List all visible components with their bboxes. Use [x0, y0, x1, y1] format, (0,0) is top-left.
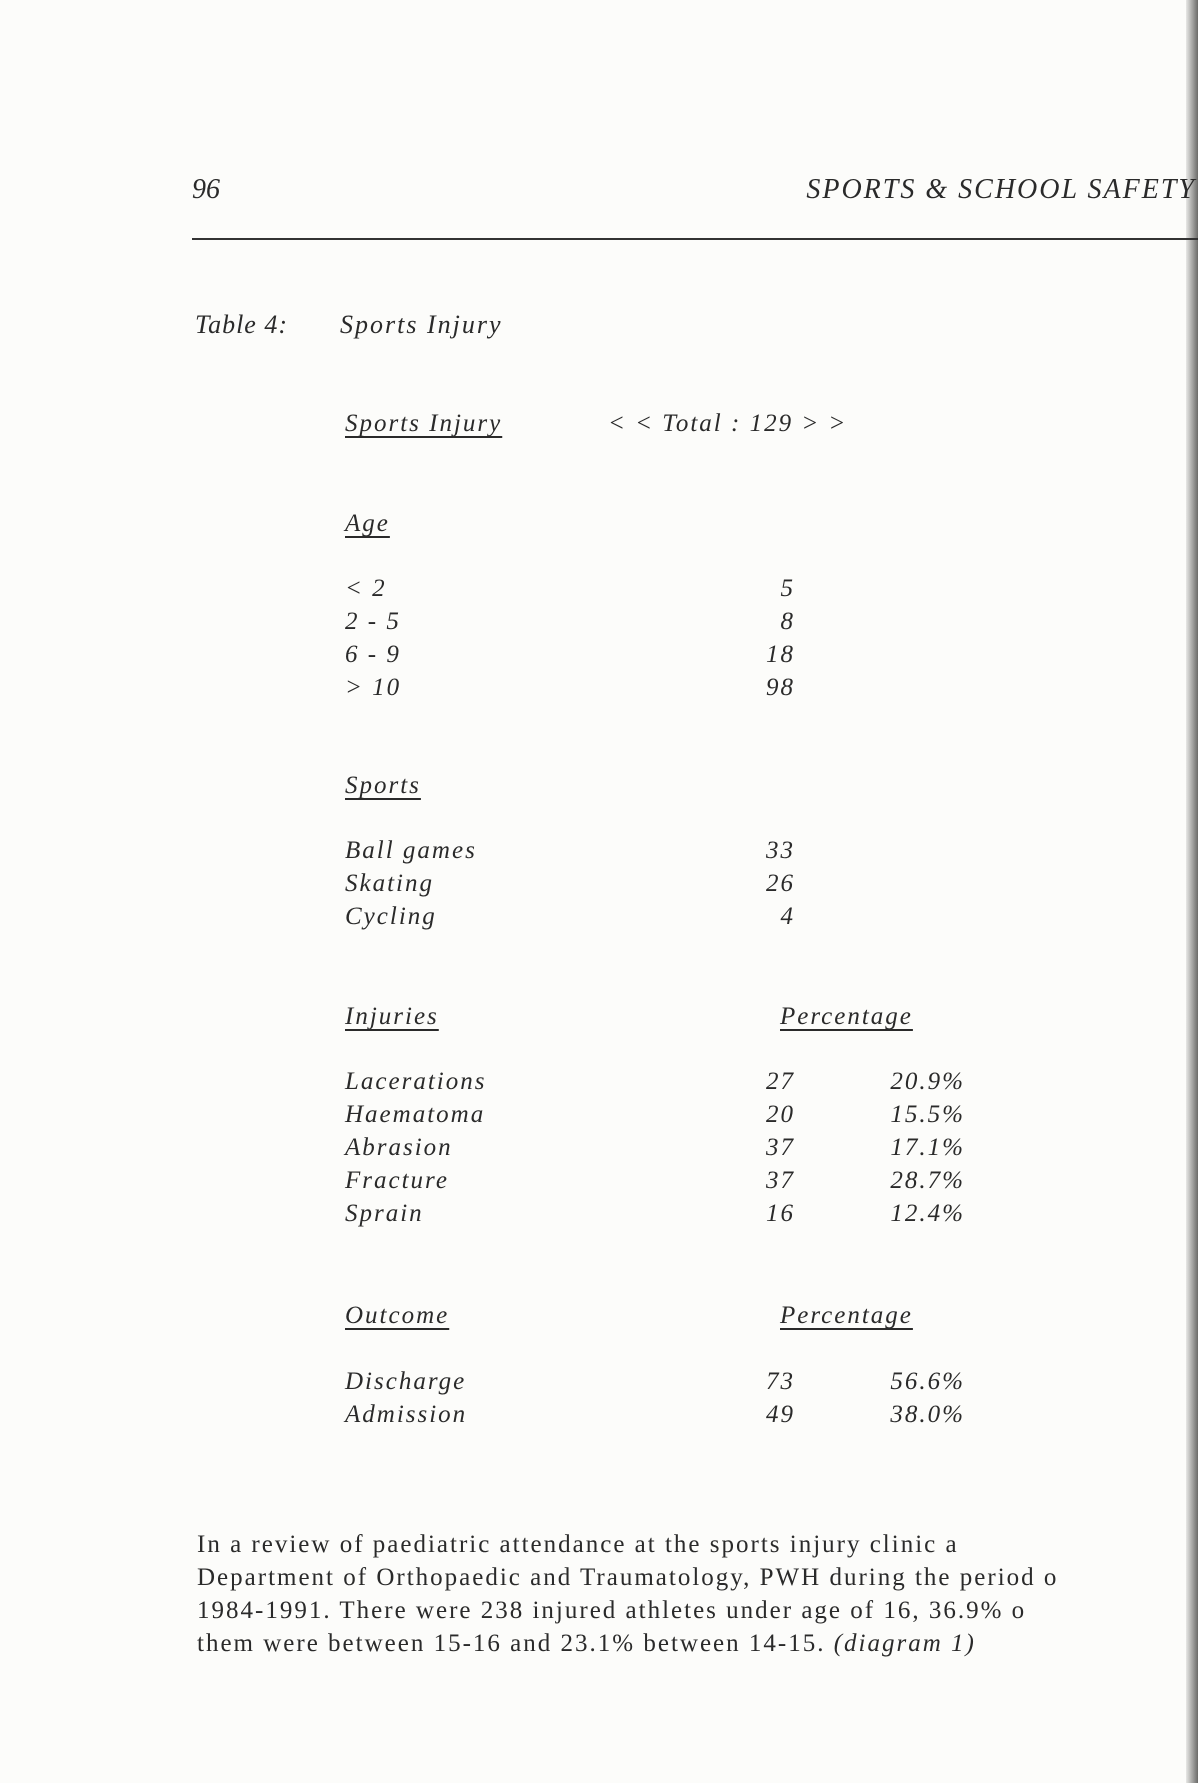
- table-row-count: 98: [766, 674, 795, 701]
- table-row-label: Discharge: [345, 1368, 467, 1395]
- table-row-count: 16: [766, 1200, 795, 1227]
- table-row-label: Ball games: [345, 837, 477, 864]
- table-row-count: 8: [780, 608, 795, 635]
- table-row-count: 73: [766, 1368, 795, 1395]
- paragraph-line: In a review of paediatric attendance at the sports injury clinic a: [197, 1531, 959, 1558]
- table-row-percentage: 38.0%: [890, 1401, 965, 1428]
- header-rule: [192, 238, 1198, 240]
- table-caption-label: Table 4:: [195, 310, 288, 339]
- table-row-percentage: 20.9%: [890, 1068, 965, 1095]
- sports-heading: Sports: [345, 772, 421, 799]
- paragraph-line: 1984-1991. There were 238 injured athletes under age of 16, 36.9% o: [197, 1597, 1027, 1624]
- outcome-heading: Outcome: [345, 1302, 450, 1329]
- table-row-label: 6 - 9: [345, 641, 401, 668]
- table-caption-title: Sports Injury: [340, 310, 503, 339]
- table-row-percentage: 12.4%: [890, 1200, 965, 1227]
- table-row-percentage: 15.5%: [890, 1101, 965, 1128]
- page-edge-shadow: [1186, 0, 1198, 1783]
- injuries-percentage-heading: Percentage: [780, 1003, 913, 1030]
- table-heading: Sports Injury: [345, 410, 503, 437]
- table-row-count: 49: [766, 1401, 795, 1428]
- table-row-count: 20: [766, 1101, 795, 1128]
- table-row-count: 37: [766, 1167, 795, 1194]
- injuries-heading: Injuries: [345, 1003, 439, 1030]
- table-row-label: < 2: [345, 575, 387, 602]
- table-row-label: > 10: [345, 674, 402, 701]
- table-row-label: 2 - 5: [345, 608, 401, 635]
- table-row-label: Haematoma: [345, 1101, 486, 1128]
- table-row-percentage: 17.1%: [890, 1134, 965, 1161]
- table-row-label: Abrasion: [345, 1134, 453, 1161]
- paragraph-line-text: them were between 15-16 and 23.1% between 14-15.: [197, 1630, 826, 1657]
- running-title: SPORTS & SCHOOL SAFETY: [806, 174, 1196, 205]
- table-row-count: 27: [766, 1068, 795, 1095]
- table-row-label: Cycling: [345, 903, 437, 930]
- table-row-count: 18: [766, 641, 795, 668]
- body-paragraph: [197, 1528, 1197, 1660]
- table-total: < < Total : 129 > >: [608, 410, 848, 437]
- table-row-label: Skating: [345, 870, 434, 897]
- table-row-count: 37: [766, 1134, 795, 1161]
- paragraph-line-last: [197, 1627, 1197, 1660]
- table-row-percentage: 28.7%: [890, 1167, 965, 1194]
- age-heading: Age: [345, 510, 390, 537]
- table-row-label: Admission: [345, 1401, 468, 1428]
- diagram-reference: (diagram 1): [833, 1630, 976, 1657]
- table-row-count: 33: [766, 837, 795, 864]
- paragraph-line: Department of Orthopaedic and Traumatology, PWH during the period o: [197, 1564, 1059, 1591]
- table-row-count: 5: [780, 575, 795, 602]
- table-row-percentage: 56.6%: [890, 1368, 965, 1395]
- table-row-label: Lacerations: [345, 1068, 487, 1095]
- table-row-label: Sprain: [345, 1200, 424, 1227]
- outcome-percentage-heading: Percentage: [780, 1302, 913, 1329]
- table-row-count: 4: [780, 903, 795, 930]
- table-row-label: Fracture: [345, 1167, 449, 1194]
- page-number: 96: [192, 174, 220, 205]
- table-row-count: 26: [766, 870, 795, 897]
